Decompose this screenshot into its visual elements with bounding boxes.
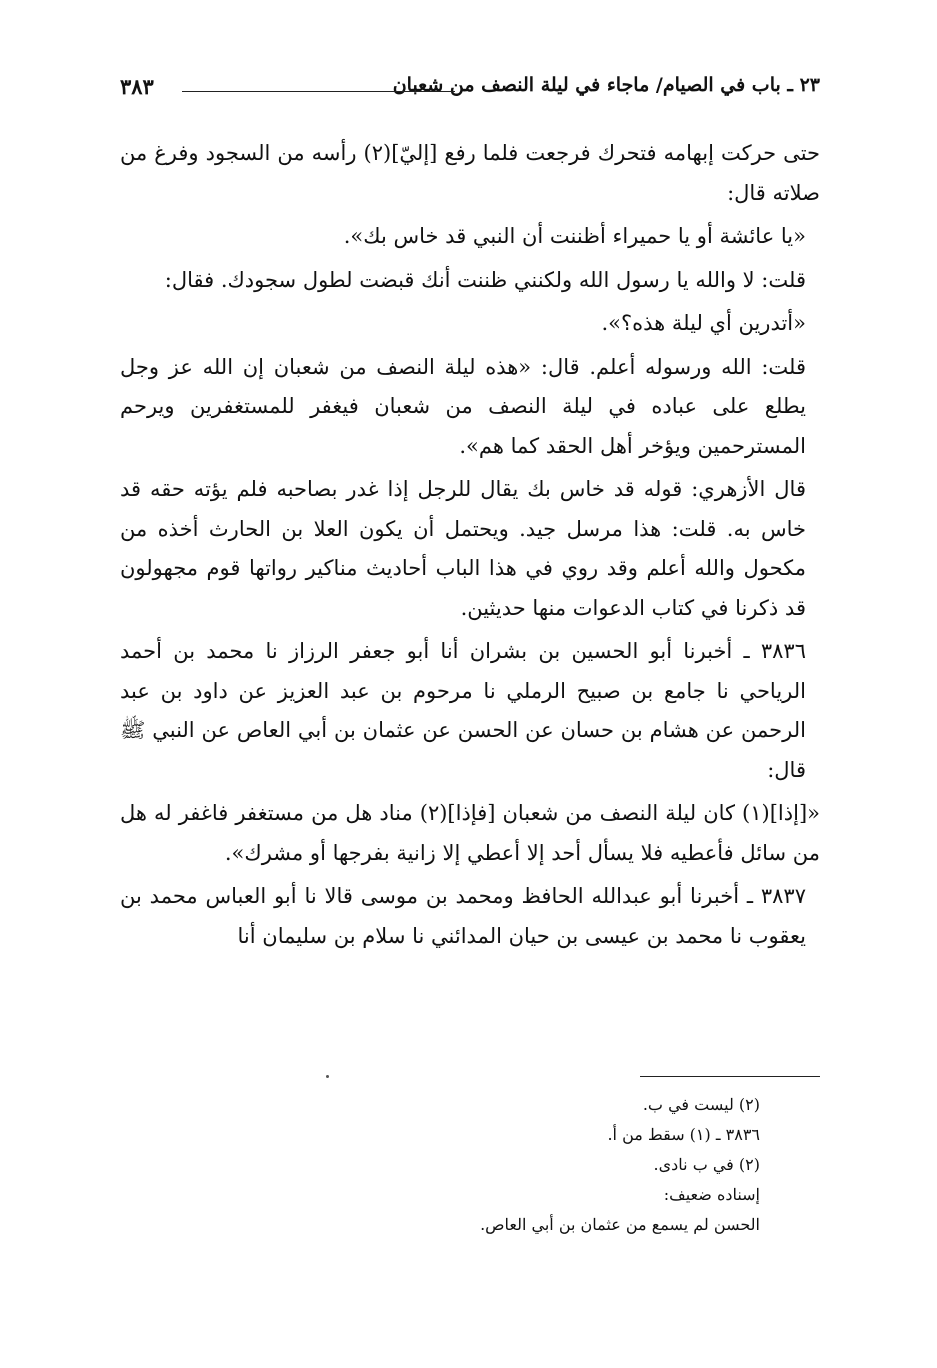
paragraph: قال الأزهري: قوله قد خاس بك يقال للرجل إذا غدر بصاحبه فلم يؤته حقه قد خاس به. قلت: هذا مرسل جيد. ويحتمل أن يكون العلا بن الحارث أخذه من مكحول والله أعلم وقد روي في هذا الباب أحاديث مناكير رواتها قوم مجهولون قد ذكرنا في كتاب الدعوات منها حديثين. [120,477,806,620]
footnote: الحسن لم يسمع من عثمان بن أبي العاص. [480,1215,760,1234]
footnotes [360,1090,760,1240]
paragraph: قلت: لا والله يا رسول الله ولكنني ظننت أنك قبضت لطول سجودك. فقال: [164,267,806,292]
footnote: ٣٨٣٦ ـ (١) سقط من أ. [607,1125,760,1144]
paragraph: ٣٨٣٦ ـ أخبرنا أبو الحسين بن بشران أنا أبو جعفر الرزاز نا محمد بن أحمد الرياحي نا جامع بن صبيح الرملي نا مرحوم بن عبد العزيز عن داود بن عبد الرحمن عن هشام بن حسان عن الحسن عن عثمان بن أبي العاص عن النبي ﷺ قال: [120,639,806,782]
page-number: ٣٨٣ [120,74,154,99]
footnote-rule [640,1076,820,1077]
paragraph: ٣٨٣٧ ـ أخبرنا أبو عبدالله الحافظ ومحمد بن موسى قالا نا أبو العباس محمد بن يعقوب نا محمد بن عيسى بن حيان المدائني نا سلام بن سليمان أنا [120,884,806,948]
running-header [120,74,820,104]
paragraph: «يا عائشة أو يا حميراء أظننت أن النبي قد خاس بك». [343,224,806,248]
main-text [120,134,820,960]
paragraph: «أتدرين أي ليلة هذه؟». [601,311,806,335]
paragraph: قلت: الله ورسوله أعلم. قال: «هذه ليلة النصف من شعبان إن الله عز وجل يطلع على عباده في ليلة النصف من شعبان فيغفر للمستغفرين ويرحم المسترحمين ويؤخر أهل الحقد كما هم». [120,354,806,458]
paragraph: «[إذا](١) كان ليلة النصف من شعبان [فإذا](٢) مناد هل من مستغفر فاغفر له هل من سائل فأعطيه فلا يسأل أحد إلا أعطي إلا زانية بفرجها أو مشرك». [120,801,820,865]
footnote: إسناده ضعيف: [663,1185,760,1204]
footnote: (٢) في ب نادى. [653,1155,760,1174]
chapter-title: ٢٣ ـ باب في الصيام/ ماجاء في ليلة النصف من شعبان [392,74,820,96]
paragraph: حتى حركت إبهامه فتحرك فرجعت فلما رفع [إليّ](٢) رأسه من السجود وفرغ من صلاته قال: [120,141,821,205]
header-rule [182,91,455,92]
footnote: (٢) ليست في ب. [642,1095,760,1114]
ink-speck [326,1075,329,1078]
